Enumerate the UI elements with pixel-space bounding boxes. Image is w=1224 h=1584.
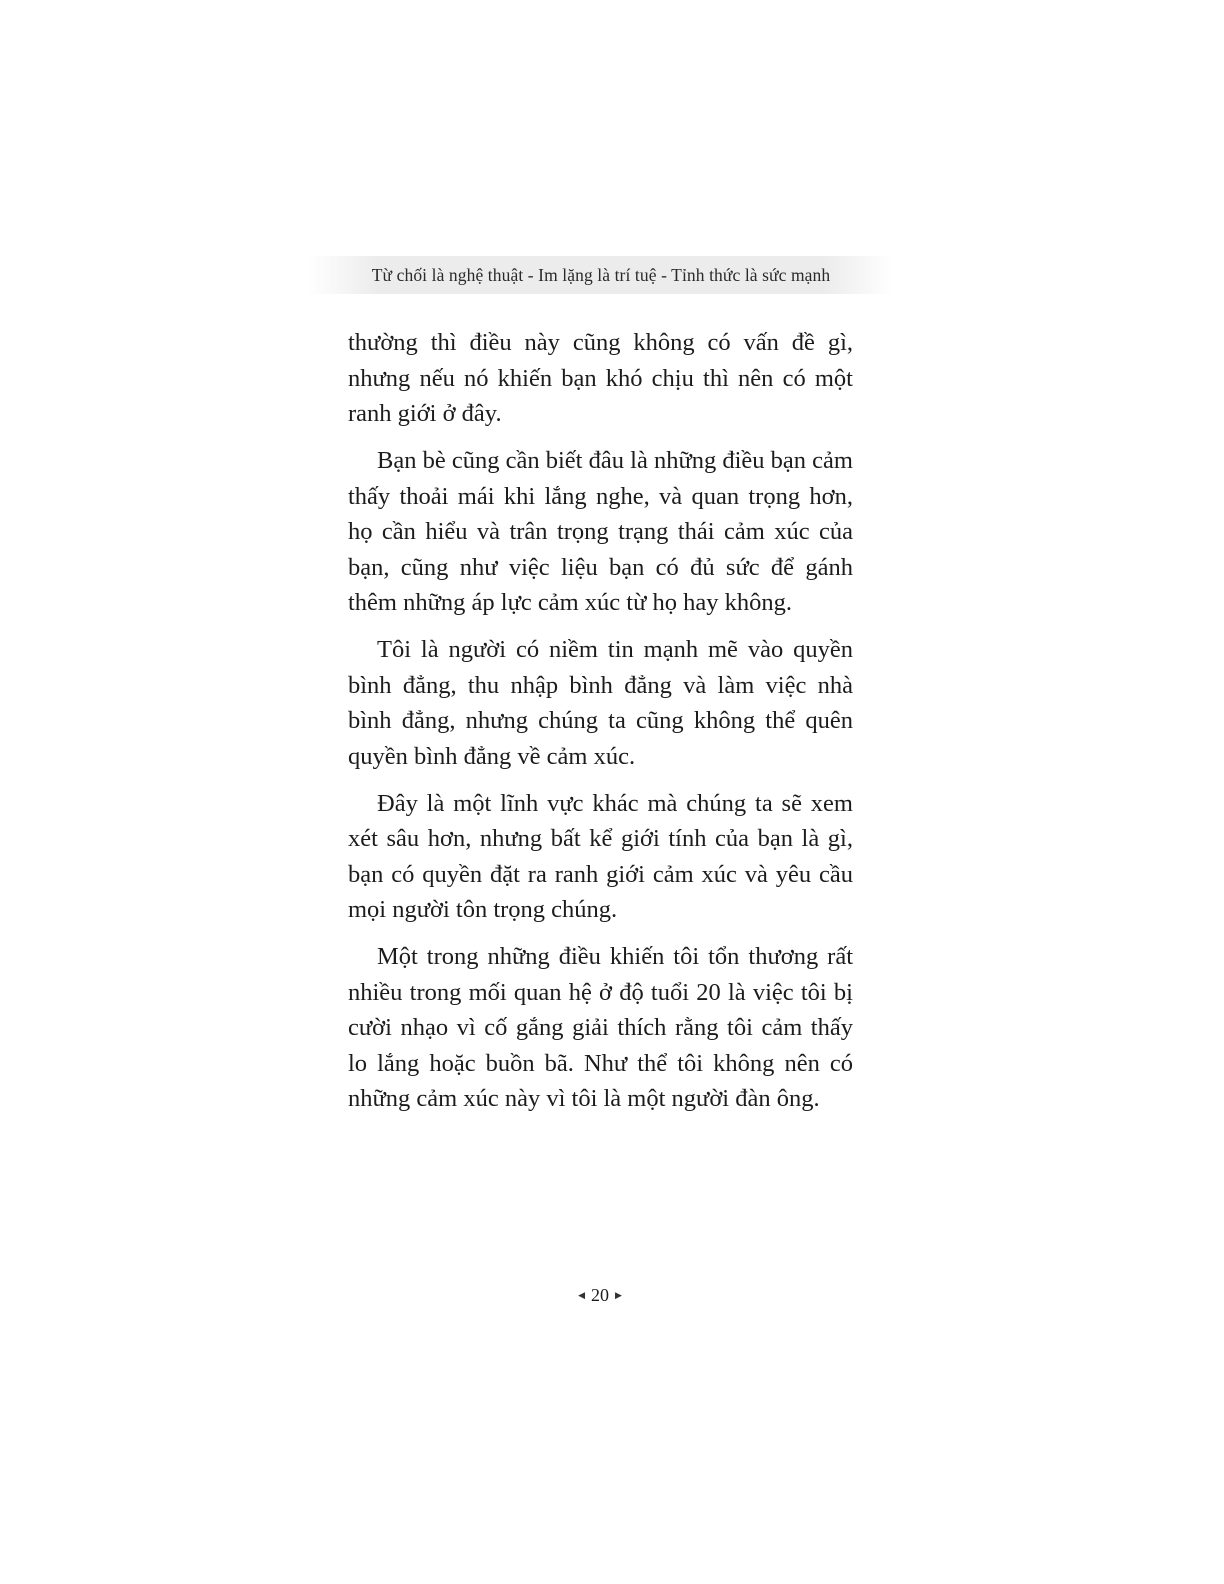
paragraph: Đây là một lĩnh vực khác mà chúng ta sẽ xem xét sâu hơn, nhưng bất kể giới tính của bạn là gì, bạn có quyền đặt ra ranh giới cảm xúc và yêu cầu mọi người tôn trọng chúng. (348, 789, 853, 923)
triangle-right-icon: ▶ (615, 1290, 622, 1300)
paragraph: Tôi là người có niềm tin mạnh mẽ vào quyền bình đẳng, thu nhập bình đẳng và làm việc nhà bình đẳng, nhưng chúng ta cũng không thể quên quyền bình đẳng về cảm xúc. (348, 636, 853, 770)
running-header (308, 256, 894, 294)
triangle-left-icon: ◀ (578, 1290, 585, 1300)
paragraph: Bạn bè cũng cần biết đâu là những điều bạn cảm thấy thoải mái khi lắng nghe, và quan trọng hơn, họ cần hiểu và trân trọng trạng thái cảm xúc của bạn, cũng như việc liệu bạn có đủ sức để gánh thêm những áp lực cảm xúc từ họ hay không. (348, 447, 853, 616)
paragraph: Một trong những điều khiến tôi tổn thương rất nhiều trong mối quan hệ ở độ tuổi 20 là việc tôi bị cười nhạo vì cố gắng giải thích rằng tôi cảm thấy lo lắng hoặc buồn bã. Như thể tôi không nên có những cảm xúc này vì tôi là một người đàn ông. (348, 943, 853, 1112)
page-number: 20 (591, 1285, 609, 1305)
body-text (348, 325, 853, 1128)
page-number-footer (560, 1285, 640, 1306)
paragraph: thường thì điều này cũng không có vấn đề gì, nhưng nếu nó khiến bạn khó chịu thì nên có một ranh giới ở đây. (348, 329, 853, 427)
running-header-title: Từ chối là nghệ thuật - Im lặng là trí tuệ - Tỉnh thức là sức mạnh (371, 264, 831, 285)
